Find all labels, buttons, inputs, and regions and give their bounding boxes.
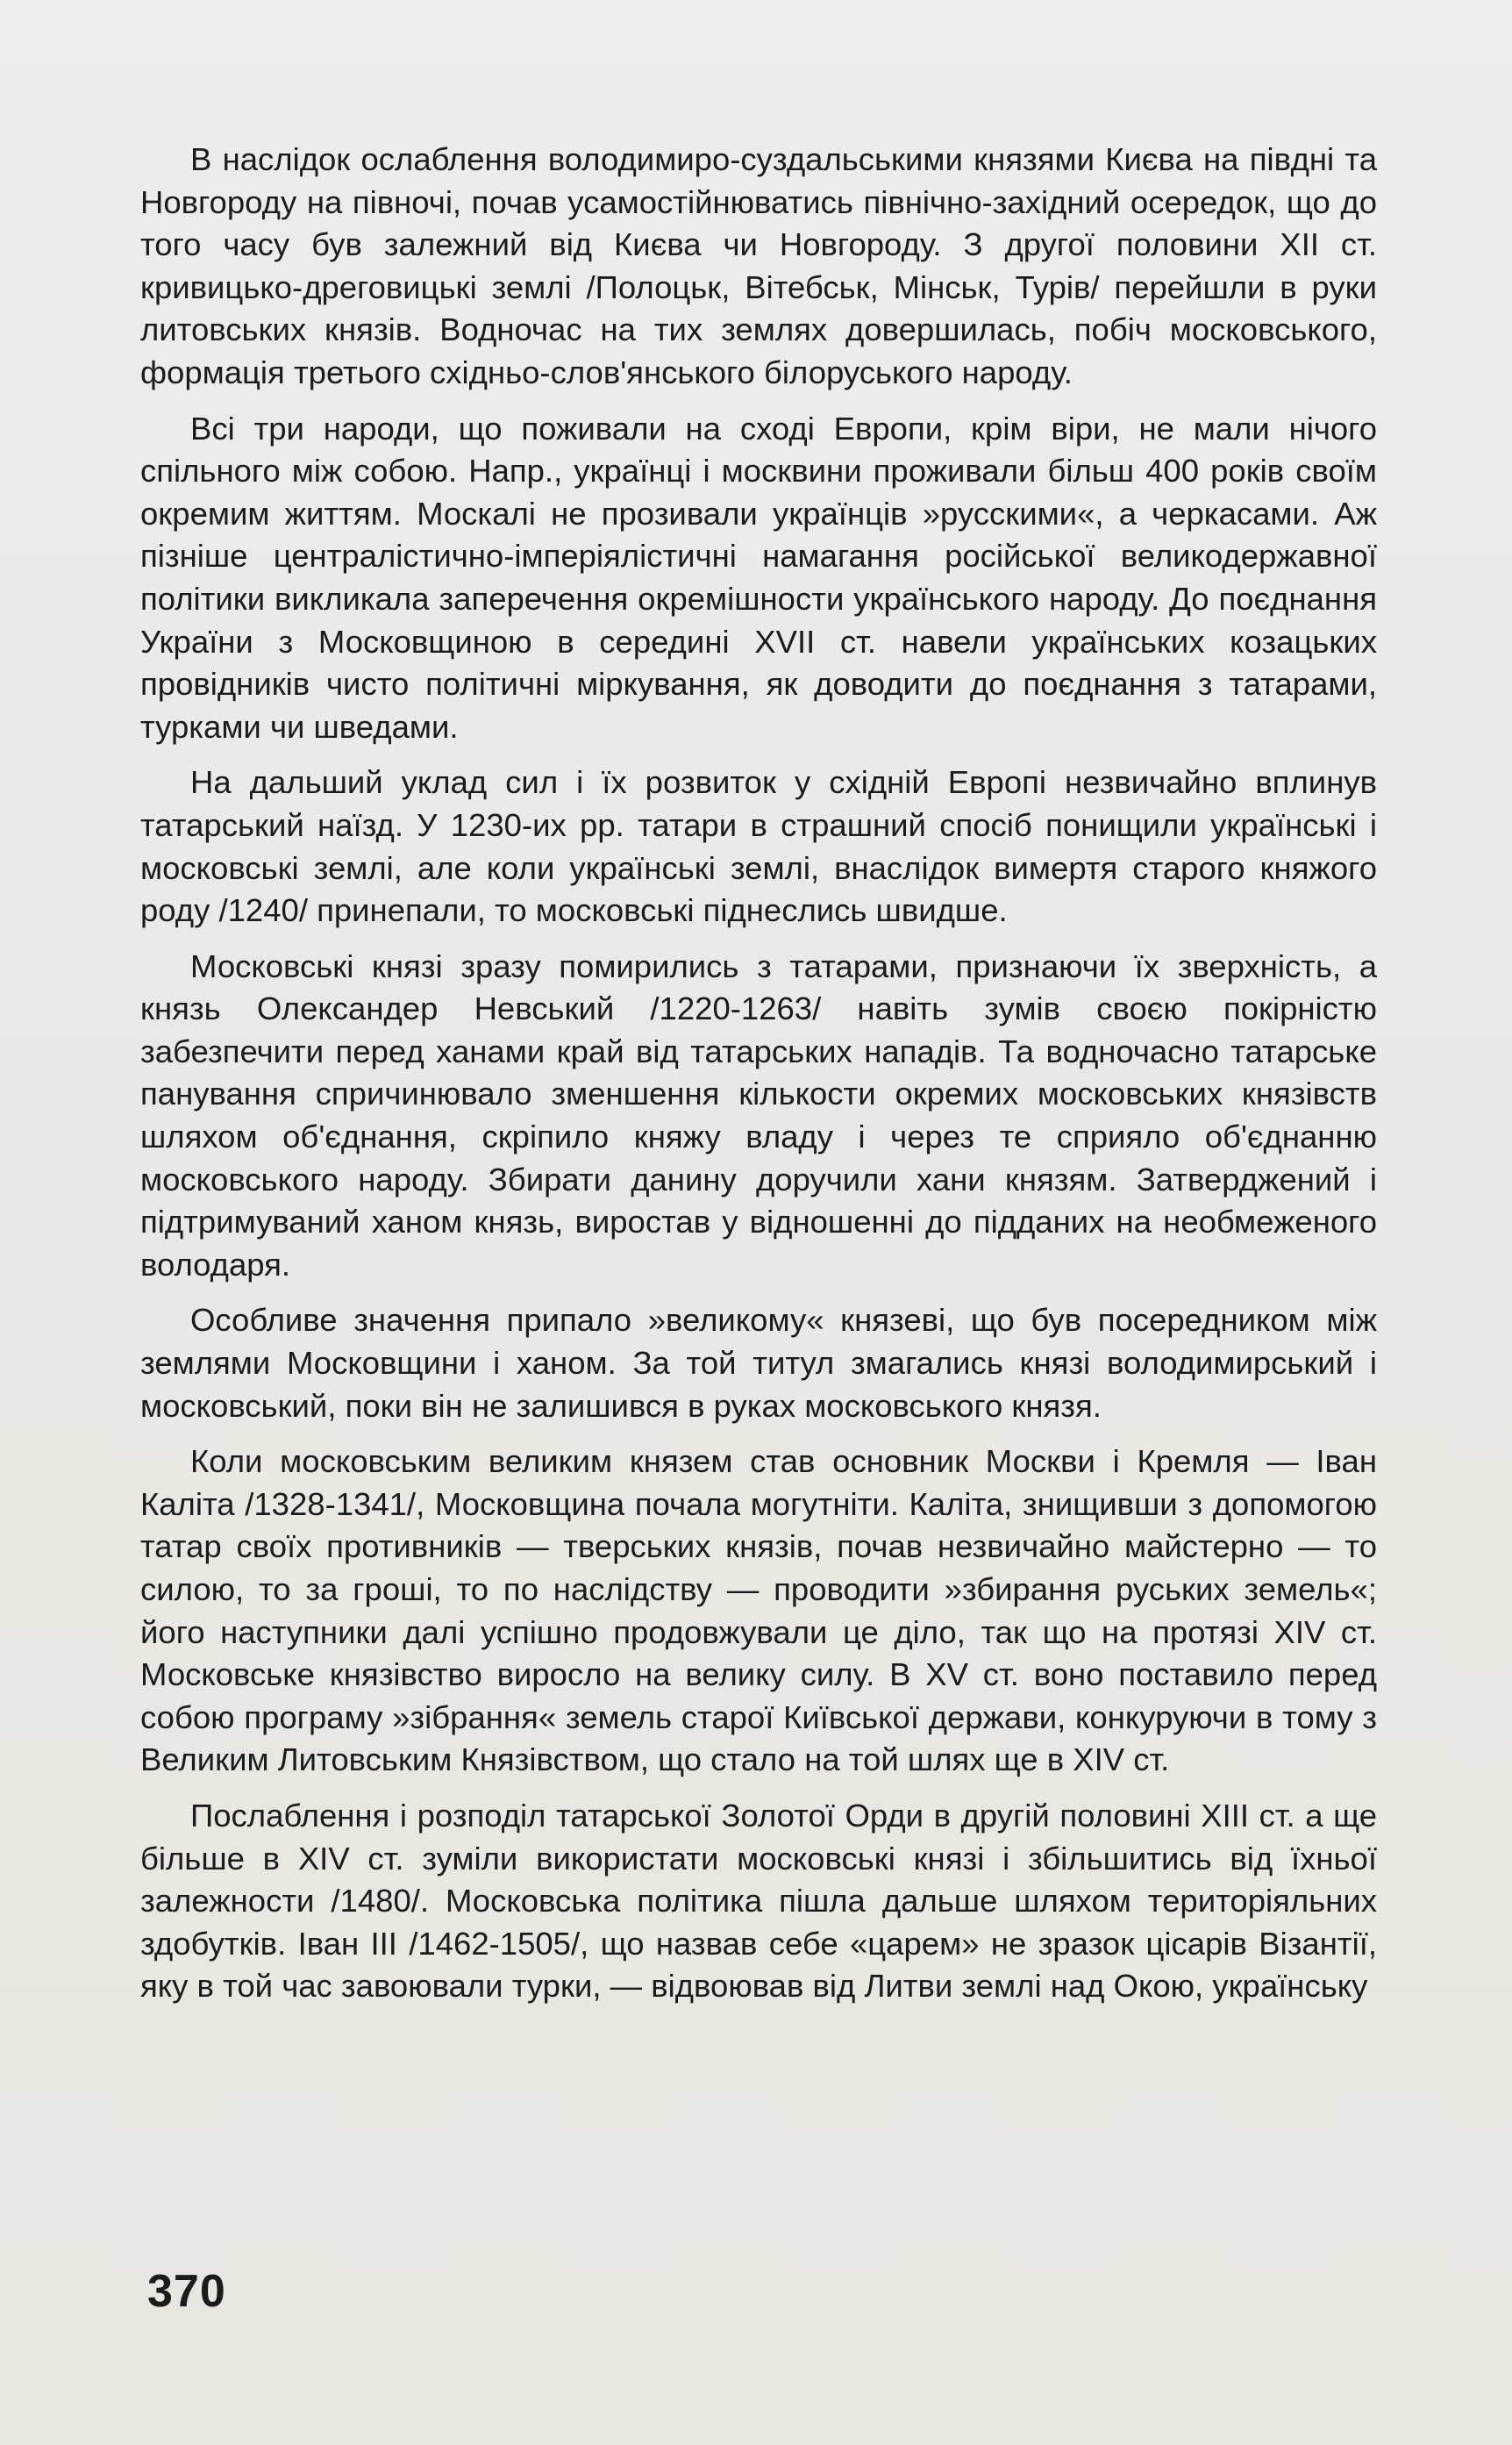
paragraph-7: Послаблення і розподіл татарської Золотої Орди в другій половині XIII ст. а ще більше в XIV ст. зуміли використати московські князі і збільшитись від їхньої залежности /1480/. Московська політика пішла дальше шляхом територіяльних здобутків. Іван III /1462-1505/, що назвав себе «царем» не зразок цісарів Візантії, яку в той час завоювали турки, — відвоював від Литви землі над Окою, українську xyxy=(140,1797,1377,2005)
body-text xyxy=(140,139,1377,2021)
paragraph-1: В наслідок ослаблення володимиро-суздальськими князями Києва на півдні та Новгороду на півночі, почав усамостійнюватись північно-західний осередок, що до того часу був залежний від Києва чи Новгороду. З другої половини XII ст. кривицько-дреговицькі землі /Полоцьк, Вітебськ, Мінськ, Турів/ перейшли в руки литовських князів. Водночас на тих землях довершилась, побіч московського, формація третього східньо-слов'янського білоруського народу. xyxy=(140,141,1377,390)
paragraph-6: Коли московським великим князем став основник Москви і Кремля — Іван Каліта /1328-1341/, Московщина почала могутніти. Каліта, знищивши з допомогою татар своїх противників — тверських князів, почав незвичайно майстерно — то силою, то за гроші, то по наслідству — проводити »збирання руських земель«; його наступники далі успішно продовжували це діло, так що на протязі XIV ст. Московське князівство виросло на велику силу. В XV ст. воно поставило перед собою програму »зібрання« земель старої Київської держави, конкуруючи в тому з Великим Литовським Князівством, що стало на той шлях ще в XIV ст. xyxy=(140,1443,1377,1778)
paragraph-5: Особливе значення припало »великому« князеві, що був посередником між землями Московщини і ханом. За той титул змагались князі володимирський і московський, поки він не залишився в руках московського князя. xyxy=(140,1302,1377,1424)
page-number: 370 xyxy=(147,2266,226,2317)
paragraph-2: Всі три народи, що поживали на сході Европи, крім віри, не мали нічого спільного між собою. Напр., українці і москвини проживали більш 400 років своїм окремим життям. Москалі не прозивали українців »русскими«, а черкасами. Аж пізніше централістично-імперіялістичні намагання російської великодержавної політики викликала заперечення окремішности українського народу. До поєднання України з Московщиною в середині XVII ст. навели українських козацьких провідників чисто політичні міркування, як доводити до поєднання з татарами, турками чи шведами. xyxy=(140,410,1377,745)
paragraph-4: Московські князі зразу помирились з татарами, признаючи їх зверхність, а князь Олександер Невський /1220-1263/ навіть зумів своєю покірністю забезпечити перед ханами край від татарських нападів. Та водночасно татарське панування спричинювало зменшення кількости окремих московських князівств шляхом об'єднання, скріпило княжу владу і через те сприяло об'єднанню московського народу. Збирати данину доручили хани князям. Затверджений і підтримуваний ханом князь, виростав у відношенні до підданих на необмеженого володаря. xyxy=(140,947,1377,1283)
paragraph-3: На дальший уклад сил і їх розвиток у східній Европі незвичайно вплинув татарський наїзд. У 1230-их рр. татари в страшний спосіб понищили українські і московські землі, але коли українські землі, внаслідок вимертя старого княжого роду /1240/ принепали, то московські піднеслись швидше. xyxy=(140,764,1377,929)
